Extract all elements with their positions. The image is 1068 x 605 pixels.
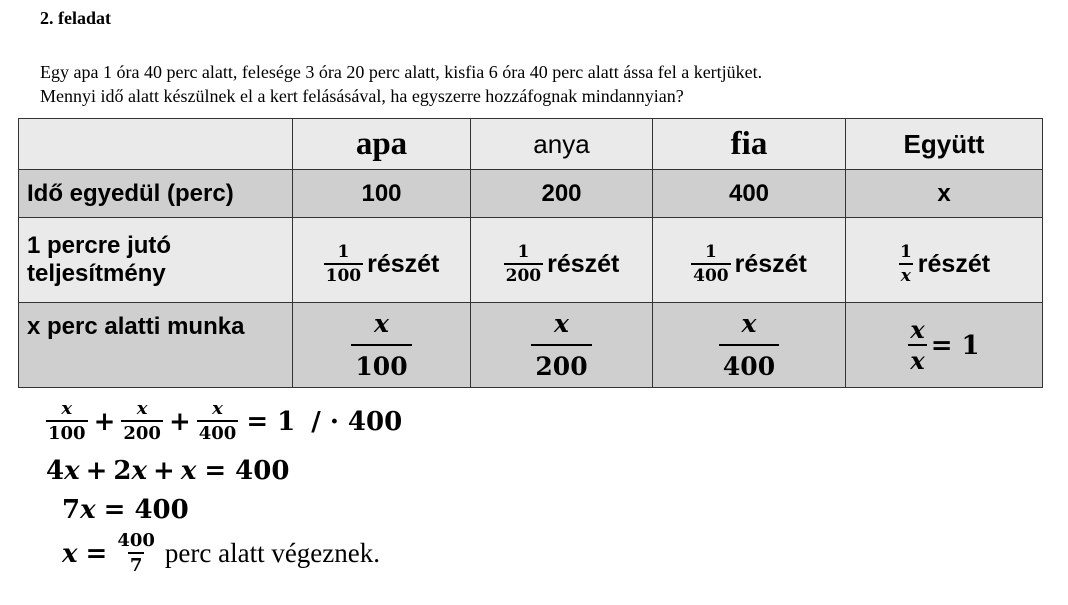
plus-sign: + bbox=[93, 406, 116, 437]
eq4-text: perc alatt végeznek. bbox=[164, 538, 381, 568]
time-egyutt: x bbox=[846, 170, 1043, 218]
fraction-denominator: 100 bbox=[324, 263, 364, 285]
rate-egyutt-suffix: részét bbox=[917, 249, 991, 278]
equation-1 bbox=[46, 400, 402, 443]
table-row-rate bbox=[19, 218, 1043, 303]
work-anya bbox=[471, 303, 653, 388]
fraction-numerator: x bbox=[136, 398, 148, 419]
rate-fia bbox=[653, 218, 846, 303]
fraction-denominator: 100 bbox=[46, 420, 88, 443]
rate-apa-fraction bbox=[324, 241, 364, 286]
header-apa-label: apa bbox=[355, 125, 408, 162]
rate-anya bbox=[471, 218, 653, 303]
eq4-var: x bbox=[62, 538, 78, 569]
fraction-numerator: 1 bbox=[337, 241, 350, 262]
rate-fia-suffix: részét bbox=[734, 249, 807, 278]
row-rate-label-line-1: 1 percre jutó bbox=[27, 232, 172, 259]
fraction-numerator: 1 bbox=[899, 241, 912, 262]
eq3-coef: 7 bbox=[62, 495, 81, 525]
fraction-numerator: x bbox=[741, 309, 757, 338]
header-fia-label: fia bbox=[730, 125, 768, 162]
fraction-numerator: 1 bbox=[517, 241, 530, 262]
fraction-numerator: x bbox=[554, 309, 569, 338]
table-header-row bbox=[19, 119, 1043, 170]
fraction-denominator: 200 bbox=[121, 420, 163, 443]
work-egyutt bbox=[846, 303, 1043, 388]
task-text-line-1: Egy apa 1 óra 40 perc alatt, felesége 3 óra 20 perc alatt, kisfia 6 óra 40 perc alatt ássa fel a kertjüket. bbox=[40, 62, 763, 82]
eq2-var: x bbox=[64, 456, 80, 486]
task-title: 2. feladat bbox=[40, 8, 111, 28]
work-apa-fraction bbox=[351, 311, 411, 379]
eq1-fraction-3 bbox=[197, 400, 239, 443]
header-fia bbox=[653, 119, 846, 170]
plus-sign: + bbox=[168, 406, 191, 437]
equation-2 bbox=[46, 456, 289, 486]
eq2-var: x bbox=[131, 456, 148, 486]
row-work-label: x perc alatti munka bbox=[19, 303, 293, 388]
plus-sign: + bbox=[85, 456, 108, 486]
rate-apa-suffix: részét bbox=[367, 249, 440, 278]
fraction-denominator: x bbox=[899, 263, 913, 285]
eq4-equals: = bbox=[85, 538, 108, 569]
eq2-rhs: = 400 bbox=[204, 456, 290, 486]
row-rate-label-line-2: teljesítmény bbox=[27, 260, 166, 287]
header-apa bbox=[293, 119, 471, 170]
rate-fia-fraction bbox=[691, 241, 731, 286]
fraction-denominator: 400 bbox=[197, 420, 239, 443]
row-rate-label bbox=[19, 218, 293, 303]
row-time-label: Idő egyedül (perc) bbox=[19, 170, 293, 218]
eq1-operation: / · 400 bbox=[311, 406, 403, 437]
table-row-time bbox=[19, 170, 1043, 218]
header-empty-cell bbox=[19, 119, 293, 170]
time-fia: 400 bbox=[653, 170, 846, 218]
time-anya: 200 bbox=[471, 170, 653, 218]
task-text-line-2: Mennyi idő alatt készülnek el a kert felásásával, ha egyszerre hozzáfognak mindannyian? bbox=[40, 86, 684, 106]
header-anya-label: anya bbox=[533, 128, 590, 159]
fraction-denominator: 100 bbox=[351, 344, 411, 379]
fraction-numerator: x bbox=[374, 309, 389, 338]
fraction-denominator: 7 bbox=[128, 552, 145, 575]
header-egyutt bbox=[846, 119, 1043, 170]
eq1-rhs: = 1 bbox=[246, 406, 296, 437]
rate-egyutt-fraction bbox=[898, 241, 914, 286]
work-fia-fraction bbox=[719, 311, 779, 379]
time-apa: 100 bbox=[293, 170, 471, 218]
fraction-numerator: 1 bbox=[704, 241, 717, 262]
eq3-rhs: = 400 bbox=[103, 495, 189, 525]
eq3-var: x bbox=[80, 495, 96, 525]
task-text bbox=[40, 60, 1040, 108]
work-anya-fraction bbox=[531, 311, 591, 379]
eq2-coef-2: 2 bbox=[113, 456, 132, 486]
work-table bbox=[18, 118, 1043, 388]
equation-3 bbox=[62, 495, 189, 525]
eq1-fraction-2 bbox=[121, 400, 163, 443]
equation-4 bbox=[62, 532, 380, 575]
fraction-denominator: 400 bbox=[719, 344, 779, 379]
fraction-numerator: 400 bbox=[117, 530, 155, 551]
fraction-denominator: 200 bbox=[504, 263, 544, 285]
eq2-var: x bbox=[180, 456, 197, 486]
rate-anya-fraction bbox=[504, 241, 544, 286]
rate-anya-suffix: részét bbox=[547, 249, 620, 278]
eq4-fraction bbox=[115, 532, 157, 575]
table-row-work bbox=[19, 303, 1043, 388]
eq1-fraction-1 bbox=[46, 400, 88, 443]
fraction-denominator: 400 bbox=[691, 263, 731, 285]
work-apa bbox=[293, 303, 471, 388]
rate-egyutt bbox=[846, 218, 1043, 303]
header-anya bbox=[471, 119, 653, 170]
work-egyutt-result: = 1 bbox=[930, 330, 980, 361]
work-egyutt-fraction bbox=[908, 315, 926, 375]
fraction-numerator: x bbox=[61, 398, 73, 419]
eq2-coef-1: 4 bbox=[46, 456, 65, 486]
header-egyutt-label: Együtt bbox=[903, 128, 985, 159]
fraction-denominator: x bbox=[910, 346, 925, 375]
fraction-numerator: x bbox=[910, 315, 925, 344]
rate-apa bbox=[293, 218, 471, 303]
plus-sign: + bbox=[153, 456, 175, 486]
fraction-denominator: 200 bbox=[531, 344, 591, 379]
work-fia bbox=[653, 303, 846, 388]
fraction-numerator: x bbox=[212, 398, 223, 419]
